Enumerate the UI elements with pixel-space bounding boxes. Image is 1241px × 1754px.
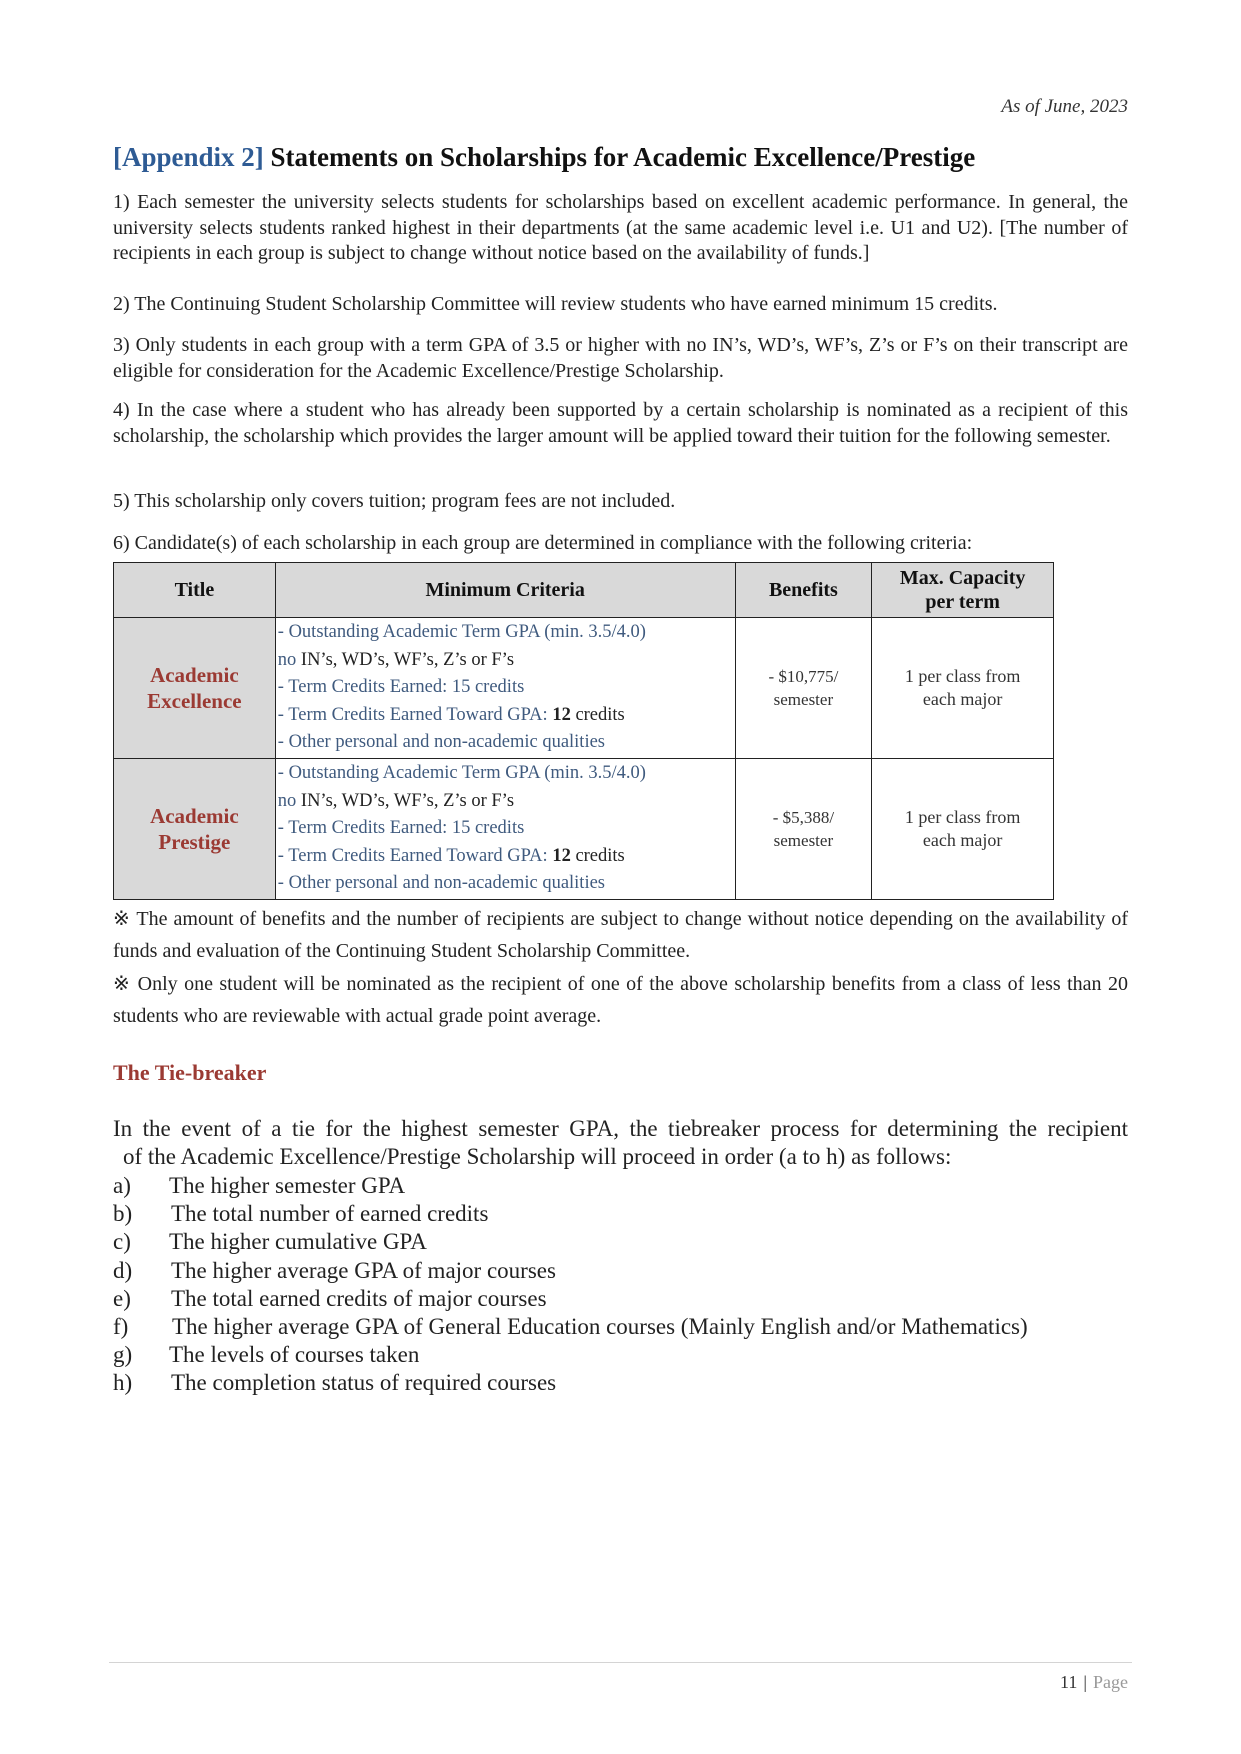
scholarship-title-line-1: Academic [150,663,239,687]
scholarship-title [114,618,276,759]
criteria-item-unit: credits [570,704,625,725]
list-item-letter: e) [113,1285,131,1311]
benefit-cell [735,618,872,759]
criteria-item: - Outstanding Academic Term GPA (min. 3.5/4.0) [277,622,646,643]
capacity-line-2: each major [922,830,1003,850]
list-item [113,1341,1028,1369]
criteria-item-unit: credits [570,845,625,866]
criteria-item: - Term Credits Earned: 15 credits [277,677,525,698]
document-date: As of June, 2023 [1001,96,1128,117]
tiebreaker-intro-line-2: of the Academic Excellence/Prestige Scholarship will proceed in order (a to h) as follows: [123,1144,952,1169]
criteria-cell [275,759,735,900]
criteria-table [113,562,1054,900]
list-item-letter: d) [113,1257,133,1283]
criteria-item-text: IN’s, WD’s, WF’s, Z’s or F’s [296,649,515,670]
page-number: 11 [1060,1672,1078,1692]
criteria-item: - Term Credits Earned: 15 credits [277,818,525,839]
criteria-item: - Outstanding Academic Term GPA (min. 3.5/4.0) [277,763,646,784]
list-item-letter: g) [113,1342,133,1368]
paragraph-6: 6) Candidate(s) of each scholarship in each group are determined in compliance with the following criteria: [113,532,973,554]
benefit-amount: - $10,775/ [768,667,839,686]
table-header-row [114,563,1054,618]
scholarship-title [114,759,276,900]
capacity-cell [872,759,1054,900]
list-item [113,1369,1028,1397]
tiebreaker-intro [113,1115,1128,1171]
list-item-text: The total earned credits of major courses [171,1285,547,1311]
list-item [113,1228,1028,1256]
list-item-text: The total number of earned credits [171,1201,489,1227]
header-title: Title [114,563,276,618]
capacity-line-1: 1 per class from [904,666,1021,686]
criteria-item [278,843,735,871]
criteria-item [278,647,735,675]
tiebreaker-list [113,1172,1028,1398]
table-row [114,759,1054,900]
criteria-item-label: - Term Credits Earned Toward GPA: [277,704,553,725]
capacity-line-1: 1 per class from [904,807,1021,827]
criteria-item-text: IN’s, WD’s, WF’s, Z’s or F’s [296,790,515,811]
tiebreaker-intro-line-1: In the event of a tie for the highest semester GPA, the tiebreaker process for determining the recipient [113,1116,1128,1141]
benefit-cell [735,759,872,900]
header-capacity-line-2: per term [925,591,1000,613]
footer-divider [109,1662,1132,1663]
note-2: ※ Only one student will be nominated as the recipient of one of the above scholarship benefits from a class of less than 20 students who are reviewable with actual grade point average. [113,973,1128,1027]
list-item-text: The higher average GPA of major courses [171,1257,556,1283]
criteria-item-value: 12 [552,704,571,725]
paragraph-2: 2) The Continuing Student Scholarship Committee will review students who have earned minimum 15 credits. [113,293,998,315]
scholarship-title-line-2: Prestige [158,830,231,854]
paragraph-1: 1) Each semester the university selects students for scholarships based on excellent academic performance. In general, the university selects students ranked highest in their departments (at the same academic level i.e. U1 and U2). [The number of recipients in each group is subject to change without notice based on the availability of funds.] [113,191,1128,264]
capacity-line-2: each major [922,689,1003,709]
list-item [113,1313,1028,1341]
criteria-item [278,702,735,730]
criteria-item: - Other personal and non-academic qualities [277,873,605,894]
list-item-letter: c) [113,1229,131,1255]
criteria-item [278,788,735,816]
list-item-letter: b) [113,1201,133,1227]
note-1: ※ The amount of benefits and the number of recipients are subject to change without notice depending on the availability of funds and evaluation of the Continuing Student Scholarship Committee. [113,908,1128,962]
footer-separator: | [1083,1672,1087,1692]
list-item [113,1172,1028,1200]
scholarship-title-line-2: Excellence [147,689,242,713]
list-item-text: The levels of courses taken [169,1342,420,1368]
list-item-text: The higher semester GPA [169,1173,406,1198]
list-item-text: The higher average GPA of General Education courses (Mainly English and/or Mathematics) [172,1314,1028,1340]
list-item-text: The higher cumulative GPA [169,1229,427,1255]
benefit-period: semester [773,690,834,709]
header-capacity-line-1: Max. Capacity [899,567,1026,589]
criteria-item-prefix: no [277,790,297,811]
capacity-cell [872,618,1054,759]
appendix-tag: [Appendix 2] [113,142,264,172]
list-item [113,1257,1028,1285]
criteria-item-label: - Term Credits Earned Toward GPA: [277,845,553,866]
criteria-item-value: 12 [552,845,571,866]
appendix-title: Statements on Scholarships for Academic Excellence/Prestige [270,142,976,172]
paragraph-3: 3) Only students in each group with a term GPA of 3.5 or higher with no IN’s, WD’s, WF’s, Z’s or F’s on their transcript are eligible for consideration for the Academic Excellence/Prestige Scholarship. [113,334,1128,382]
criteria-item-prefix: no [277,649,297,670]
criteria-cell [275,618,735,759]
appendix-heading [113,142,975,173]
paragraph-4: 4) In the case where a student who has already been supported by a certain scholarship is nominated as a recipient of this scholarship, the scholarship which provides the larger amount will be applied toward their tuition for the following semester. [113,399,1128,447]
list-item [113,1285,1028,1313]
table-row [114,618,1054,759]
header-capacity [872,563,1054,618]
header-criteria: Minimum Criteria [275,563,735,618]
list-item-letter: a) [113,1173,131,1198]
list-item-letter: h) [113,1370,133,1396]
page-footer [1060,1672,1128,1693]
list-item-text: The completion status of required courses [171,1370,557,1396]
scholarship-title-line-1: Academic [150,804,239,828]
benefit-period: semester [773,831,834,850]
header-benefits: Benefits [735,563,872,618]
paragraph-5: 5) This scholarship only covers tuition; program fees are not included. [113,490,676,512]
tiebreaker-heading: The Tie-breaker [113,1060,267,1085]
list-item [113,1200,1028,1228]
list-item-letter: f) [113,1314,129,1340]
page-label: Page [1093,1672,1128,1692]
benefit-amount: - $5,388/ [772,808,835,827]
criteria-item: - Other personal and non-academic qualities [277,732,605,753]
